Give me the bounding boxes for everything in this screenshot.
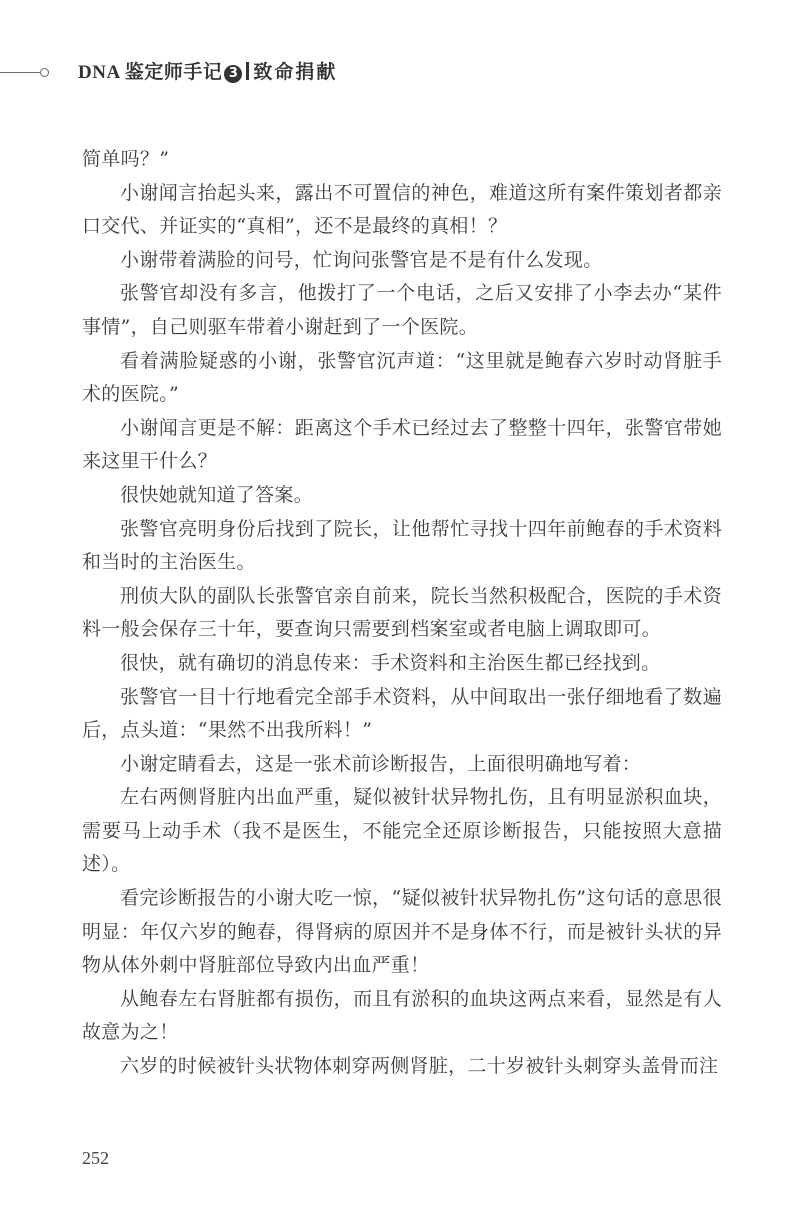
book-subtitle: 致命捐献	[253, 61, 338, 83]
header-dot-ornament	[40, 68, 49, 77]
paragraph: 从鲍春左右肾脏都有损伤，而且有淤积的血块这两点来看，显然是有人故意为之！	[82, 987, 722, 1044]
paragraph: 很快，就有确切的消息传来：手术资料和主治医生都已经找到。	[120, 651, 661, 674]
paragraph: 看着满脸疑惑的小谢，张警官沉声道：“这里就是鲍春六岁时动肾脏手术的医院。”	[82, 349, 722, 406]
paragraph: 刑侦大队的副队长张警官亲自前来，院长当然积极配合，医院的手术资料一般会保存三十年，要查询只需要到档案室或者电脑上调取即可。	[82, 584, 722, 641]
paragraph: 张警官亮明身份后找到了院长，让他帮忙寻找十四年前鲍春的手术资料和当时的主治医生。	[82, 517, 722, 574]
paragraph: 张警官却没有多言，他拨打了一个电话，之后又安排了小李去办“某件事情”，自己则驱车带着小谢赶到了一个医院。	[82, 282, 722, 338]
paragraph: 张警官一目十行地看完全部手术资料，从中间取出一张仔细地看了数遍后，点头道：“果然不出我所料！”	[82, 685, 722, 742]
body-text	[82, 143, 722, 1084]
paragraph: 看完诊断报告的小谢大吃一惊，“疑似被针状异物扎伤”这句话的意思很明显：年仅六岁的鲍春，得肾病的原因并不是身体不行，而是被针头状的异物从体外刺中肾脏部位导致内出血严重！	[82, 887, 722, 977]
paragraph: 很快她就知道了答案。	[120, 483, 314, 506]
running-header	[0, 58, 800, 88]
paragraph: 小谢带着满脸的问号，忙询问张警官是不是有什么发现。	[120, 248, 603, 271]
header-separator-bar	[246, 62, 249, 80]
paragraph: 左右两侧肾脏内出血严重，疑似被针状异物扎伤，且有明显淤积血块，需要马上动手术（我不是医生，不能完全还原诊断报告，只能按照大意描述）。	[82, 786, 722, 876]
header-text	[78, 58, 337, 87]
paragraph: 简单吗？”	[82, 148, 170, 170]
paragraph: 小谢闻言更是不解：距离这个手术已经过去了整整十四年，张警官带她来这里干什么？	[82, 416, 722, 473]
header-rule	[0, 72, 40, 73]
volume-badge: 3	[224, 65, 242, 83]
paragraph: 小谢闻言抬起头来，露出不可置信的神色，难道这所有案件策划者都亲口交代、并证实的“真相”，还不是最终的真相！？	[82, 181, 722, 238]
paragraph: 小谢定睛看去，这是一张术前诊断报告，上面很明确地写着：	[120, 752, 642, 775]
book-title: DNA 鉴定师手记	[78, 62, 223, 83]
page-number: 252	[82, 1148, 109, 1168]
paragraph: 六岁的时候被针头状物体刺穿两侧肾脏，二十岁被针头刺穿头盖骨而注	[120, 1055, 719, 1078]
